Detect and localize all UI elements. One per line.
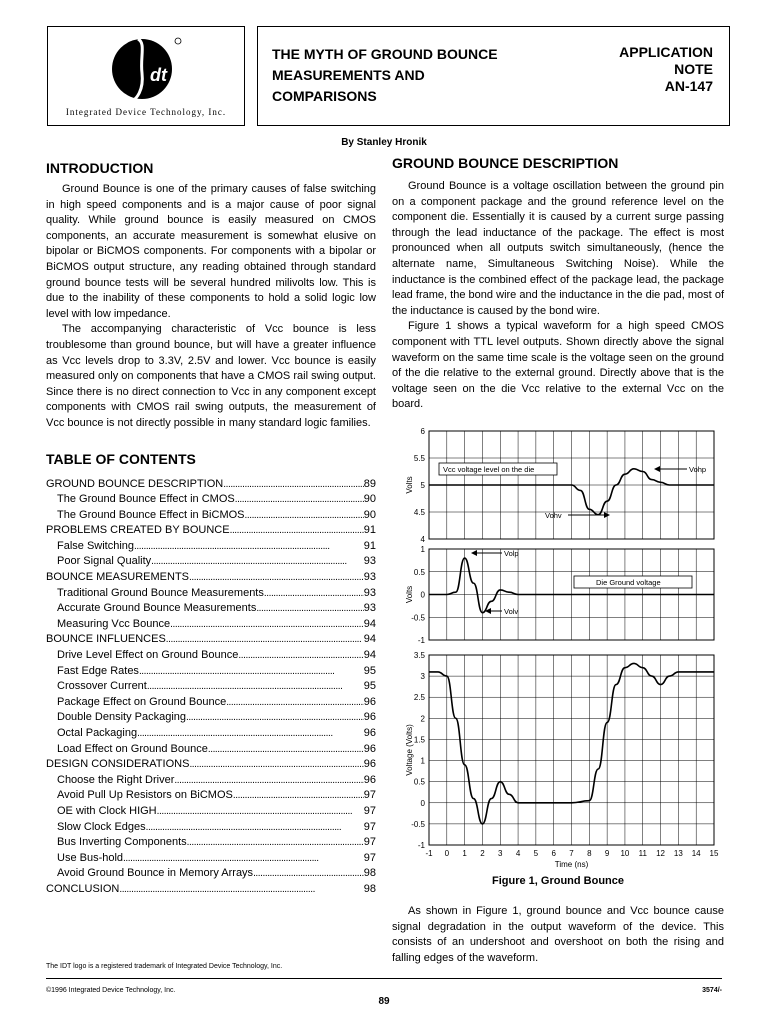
toc-leader-dots [226,695,364,711]
toc-entry-title: The Ground Bounce Effect in CMOS [57,493,235,506]
x-tick-label: 6 [551,849,556,858]
annotation-vohp: Vohp [689,465,707,474]
toc-entry [46,601,376,617]
toc-leader-dots [264,586,364,602]
toc-leader-dots [139,664,364,680]
after-figure-paragraph: As shown in Figure 1, ground bounce and Vcc bounce cause signal degradation in the output waveform of the device. This consists of an undershoot and overshoot on both the rising and falling edges of the waveform. [392,905,724,964]
toc-entry-page: 91 [363,524,376,537]
x-tick-label: -1 [425,849,433,858]
y-axis-label: Volts [405,476,414,494]
toc-entry [46,695,376,711]
toc-leader-dots [256,601,363,617]
x-tick-label: 9 [604,849,610,858]
y-tick-label: 1 [420,545,425,554]
toc-leader-dots [157,804,364,820]
chart-panel-3 [405,651,719,869]
annotation-vohv: Vohv [545,511,562,520]
toc-entry-page: 97 [363,804,376,817]
x-tick-label: 5 [533,849,539,858]
toc-leader-dots [189,757,363,773]
toc-entry [46,539,376,555]
y-tick-label: 3.5 [413,651,425,660]
toc-entry-title: DESIGN CONSIDERATIONS [46,758,190,771]
x-tick-label: 10 [620,849,630,858]
intro-paragraph-2: The accompanying characteristic of Vcc bounce is less troublesome than ground bounce, but will have a greater influence as Vcc levels drop to 3.3V, 2.5V and lower. Vcc bounce is easily measured only on components that have a CMOS rail swing output. Since there is no direct connection to Vcc in any component except components with CMOS rail swing outputs, the measurement of Vcc bounce is not directly possible in many standard logic families. [46,323,376,429]
toc-leader-dots [174,773,363,789]
figure-caption: Figure 1, Ground Bounce [491,875,624,887]
after-figure-text-block [392,904,724,966]
toc-entry-page: 97 [363,789,376,802]
toc-leader-dots [189,570,364,586]
toc-entry-title: Avoid Pull Up Resistors on BiCMOS [57,789,233,802]
toc-entry [46,570,376,586]
annotation-volv: Volv [504,607,519,616]
x-tick-label: 8 [587,849,592,858]
annotation-die-ground: Die Ground voltage [596,578,661,587]
toc-leader-dots [186,710,364,726]
left-column [46,160,376,898]
logo-text: dt [150,65,167,85]
toc-entry-page: 97 [363,820,376,833]
y-tick-label: -1 [417,636,425,645]
toc-entry-title: Load Effect on Ground Bounce [57,742,208,755]
toc-entry [46,820,376,836]
toc-entry-title: CONCLUSION [46,882,120,895]
toc-entry-page: 97 [363,836,376,849]
toc-entry-page: 94 [363,649,376,662]
toc-leader-dots [245,508,364,524]
description-paragraph-1: Ground Bounce is a voltage oscillation between the ground pin on a component package and the ground reference level on the component die. Essentially it is caused by a current surge passing through the lead inductance of the package. The effect is most pronounced when all outputs switch simultaneously, (hence the alternate name, Simultaneous Switching Noise). While the inductance is the combined effect of the package lead, the package lead frame, the bond wire and the inductance in the die pad, most of the inductance is caused by the bond wire. [392,180,724,317]
toc-entry-page: 96 [363,695,376,708]
toc-leader-dots [230,523,364,539]
right-column [392,155,724,413]
title-line-2: MEASUREMENTS AND [272,67,425,83]
company-name: Integrated Device Technology, Inc. [65,107,227,117]
toc-entry-title: Package Effect on Ground Bounce [57,695,227,708]
toc-entry [46,477,376,493]
arrowhead-volp [471,550,477,556]
application-note-label [619,44,713,95]
toc-entry-page: 93 [363,602,376,615]
toc-entry-page: 90 [363,493,376,506]
x-tick-label: 0 [444,849,450,858]
toc-entry [46,882,376,898]
toc-entry [46,664,376,680]
toc-entry-title: GROUND BOUNCE DESCRIPTION [46,477,224,490]
y-tick-label: 4 [420,535,425,544]
x-tick-label: 1 [462,849,467,858]
intro-paragraph-1: Ground Bounce is one of the primary causes of false switching in high speed components and is a major cause of poor signal quality. While ground bounce is easily measured on CMOS components, an accurate measurement is somewhat elusive on bipolar or BiCMOS components. For components with a bipolar or BiCMOS output structure, any reading obtained through standard ground bounce tests will be several hundred milivolts low. This is due to the inability of these components to hold a solid logic low level with low impedance. [46,183,376,320]
toc-leader-dots [166,632,364,648]
byline: By Stanley Hronik [341,137,427,148]
chart-panel-2 [405,545,714,645]
x-tick-label: 4 [515,849,521,858]
toc-leader-dots [208,742,364,758]
toc-entry-title: Crossover Current [57,680,147,693]
toc-entry-title: Choose the Right Driver [57,773,175,786]
toc-entry [46,866,376,882]
y-tick-label: 2 [420,714,425,724]
copyright: ©1996 Integrated Device Technology, Inc. [46,987,176,994]
toc-entry-title: OE with Clock HIGH [57,804,157,817]
toc-entry-title: Measuring Vcc Bounce [57,617,171,630]
annotation-vcc-die: Vcc voltage level on the die [443,465,535,474]
toc-entry-title: Fast Edge Rates [57,664,139,677]
toc-entry-page: 93 [363,586,376,599]
toc-entry [46,726,376,742]
toc-entry-page: 93 [363,571,376,584]
idt-logo [108,33,184,105]
y-tick-label: 0 [420,590,425,600]
toc-entry-title: Octal Packaging [57,727,138,739]
toc-entry [46,757,376,773]
toc-entry-title: Bus Inverting Components [57,836,187,849]
document-number: 3574/- [702,987,722,994]
y-tick-label: 5 [420,481,425,490]
annotation-volp: Volp [504,549,519,558]
y-tick-label: 5.5 [413,454,425,463]
toc-entry-title: Drive Level Effect on Ground Bounce [57,649,239,662]
toc-entry [46,523,376,539]
toc-leader-dots [146,820,364,836]
toc-entry-page: 96 [363,711,376,724]
toc-entry [46,851,376,867]
toc-entry-page: 91 [363,539,376,552]
toc-heading: TABLE OF CONTENTS [46,450,196,467]
x-tick-label: 7 [569,849,574,858]
footer-divider [46,978,722,979]
x-tick-label: 12 [656,849,666,858]
trademark-footnote: The IDT logo is a registered trademark of Integrated Device Technology, Inc. [46,963,283,970]
y-tick-label: 0.5 [413,777,425,787]
introduction-heading: INTRODUCTION [46,160,154,176]
page-number: 89 [378,996,390,1007]
toc-entry [46,648,376,664]
toc-entry [46,788,376,804]
toc-entry [46,492,376,508]
title-line-1: THE MYTH OF GROUND BOUNCE [272,46,498,62]
toc-entry [46,679,376,695]
y-tick-label: -1 [417,841,425,850]
toc-entry [46,835,376,851]
x-axis-label: Time (ns) [554,860,589,869]
toc-entry-title: PROBLEMS CREATED BY BOUNCE [46,524,230,537]
toc-entry-page: 95 [363,680,376,693]
x-tick-label: 3 [498,849,503,858]
toc-entry [46,554,376,570]
toc-leader-dots [253,866,364,882]
description-heading: GROUND BOUNCE DESCRIPTION [392,155,619,171]
toc-entry-page: 98 [363,867,376,880]
toc-entry-title: False Switching [57,539,135,552]
y-axis-label: Volts [405,585,414,604]
y-tick-label: 6 [420,427,425,436]
y-tick-label: 2.5 [413,693,425,703]
toc-entry-page: 95 [363,664,376,677]
arrowhead-vohp [654,466,660,472]
y-tick-label: 0.5 [413,567,425,577]
toc-entry-title: Slow Clock Edges [57,820,146,833]
toc-entry-page: 89 [363,477,376,490]
y-axis-label: Voltage (Volts) [405,724,414,776]
toc-entry [46,508,376,524]
toc-entry-title: BOUNCE INFLUENCES [46,633,166,646]
toc-leader-dots [137,726,364,742]
toc-entry-title: Use Bus-hold [57,851,124,864]
toc-entry-title: Traditional Ground Bounce Measurements [57,586,264,599]
toc-leader-dots [147,679,364,695]
toc-entry-page: 96 [363,727,376,739]
toc-entry-page: 96 [363,758,376,771]
toc-leader-dots [151,554,364,570]
toc-leader-dots [238,648,363,664]
toc-leader-dots [235,492,364,508]
y-tick-label: 4.5 [413,508,425,517]
x-tick-label: 14 [691,849,701,858]
y-tick-label: 1.5 [413,735,425,745]
table-of-contents [46,477,376,898]
toc-leader-dots [233,788,364,804]
chart-panel-1 [405,427,714,544]
toc-leader-dots [187,835,364,851]
app-label-2: NOTE [674,61,713,77]
figure-1-ground-bounce [392,425,728,870]
toc-entry-page: 94 [363,617,376,630]
toc-entry-page: 96 [363,742,376,755]
toc-entry [46,804,376,820]
toc-entry-page: 94 [363,633,376,646]
toc-leader-dots [134,539,364,555]
toc-entry-title: Poor Signal Quality [57,555,152,568]
app-label-1: APPLICATION [619,44,713,60]
x-tick-label: 2 [480,849,485,858]
x-tick-label: 13 [673,849,683,858]
toc-entry [46,617,376,633]
toc-entry-page: 96 [363,773,376,786]
y-tick-label: -0.5 [411,613,425,623]
toc-entry-page: 93 [363,555,376,568]
x-tick-label: 15 [709,849,719,858]
title-box [257,26,730,126]
y-tick-label: 0 [420,798,425,808]
y-tick-label: 1 [420,756,425,766]
toc-entry-title: The Ground Bounce Effect in BiCMOS [57,508,245,521]
description-paragraph-2: Figure 1 shows a typical waveform for a high speed CMOS component with TTL level outputs. Shown directly above the signal waveform on the same time scale is the voltage seen on the ground of the die relative to the external ground. Directly above that is the voltage seen on the die Vcc relative to the external Vcc on the board. [392,320,724,411]
toc-entry [46,586,376,602]
toc-leader-dots [119,882,363,898]
y-tick-label: 3 [420,672,425,682]
toc-entry-title: Avoid Ground Bounce in Memory Arrays [57,867,254,880]
title-line-3: COMPARISONS [272,88,377,104]
toc-entry [46,742,376,758]
app-number: AN-147 [664,78,713,94]
toc-entry-title: Accurate Ground Bounce Measurements [57,602,257,615]
toc-entry [46,632,376,648]
toc-entry [46,773,376,789]
toc-entry-title: Double Density Packaging [57,711,187,724]
toc-entry-page: 90 [363,508,376,521]
x-tick-label: 11 [638,849,647,858]
toc-entry-title: BOUNCE MEASUREMENTS [46,571,190,584]
toc-entry-page: 97 [363,851,376,864]
toc-leader-dots [170,617,364,633]
toc-entry [46,710,376,726]
toc-leader-dots [123,851,364,867]
toc-leader-dots [223,477,364,493]
toc-entry-page: 98 [363,882,376,895]
logo-box [47,26,245,126]
y-tick-label: -0.5 [411,819,425,829]
page-title [272,44,542,107]
